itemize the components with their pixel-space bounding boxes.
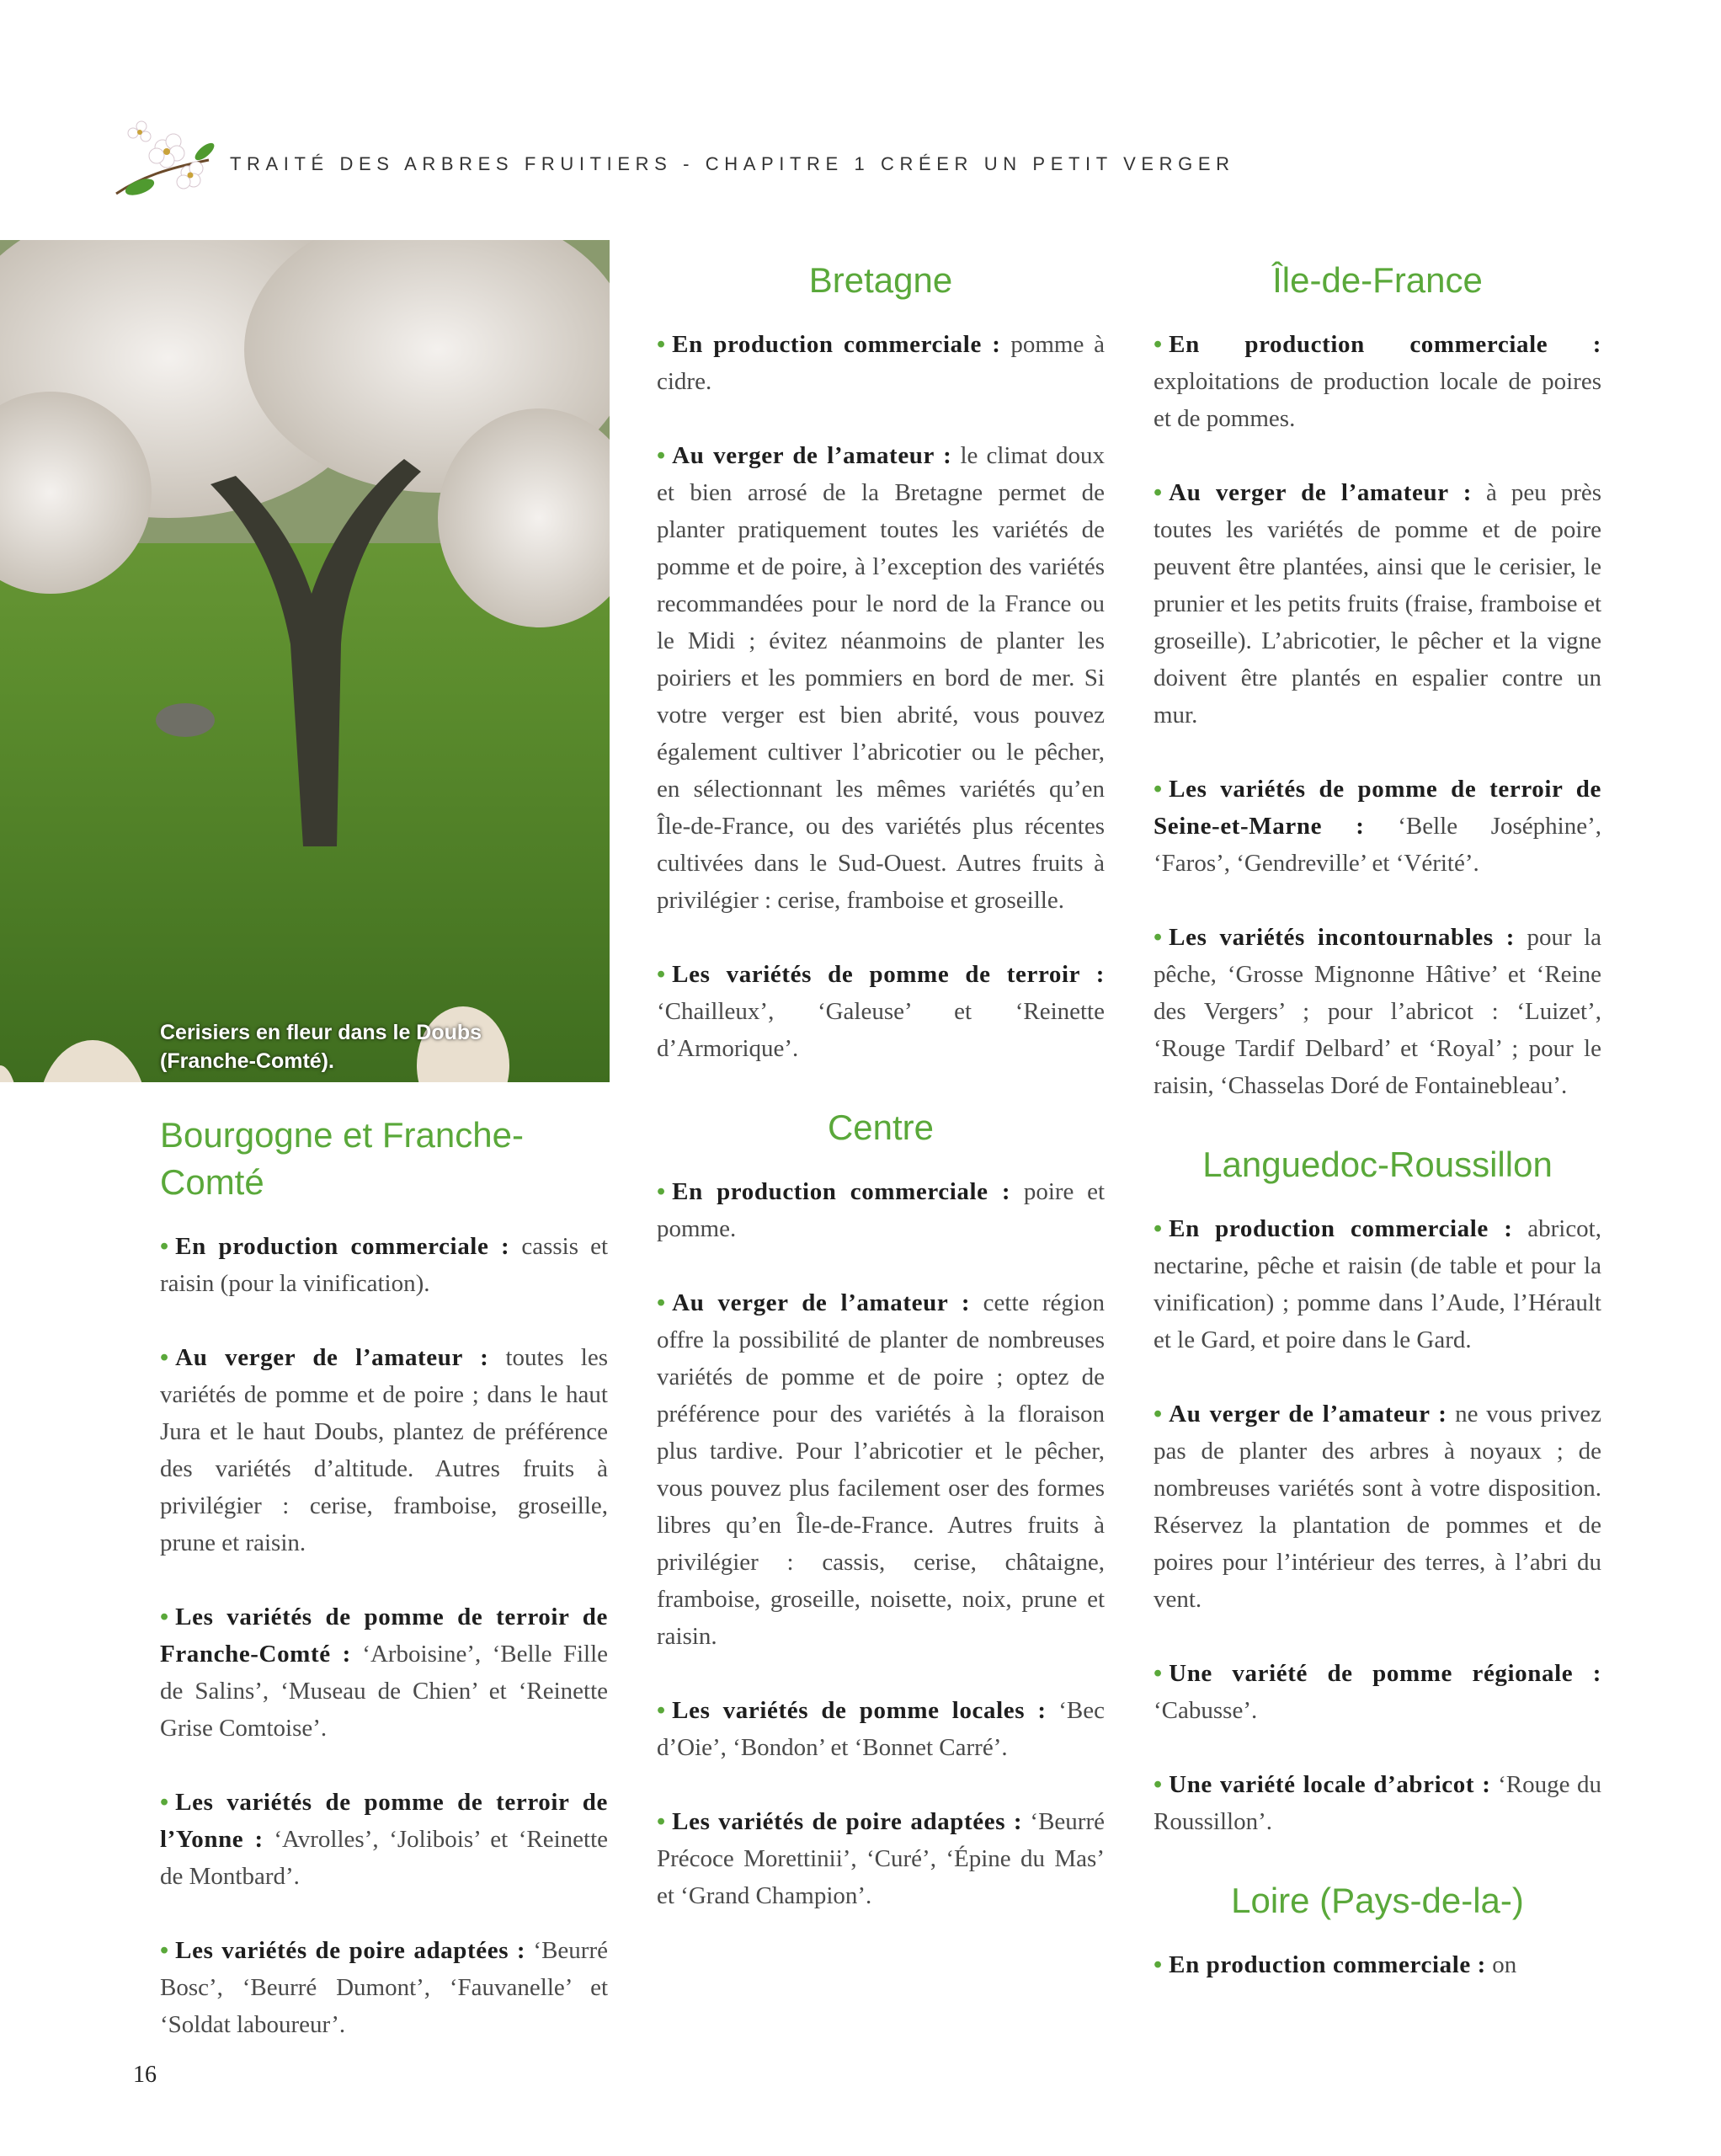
paragraph: • Au verger de l’amateur : à peu près toutes les variétés de pomme et de poire peuvent être plantées, ainsi que le cerisier, le prunier et les petits fruits (fraise, framboise et groseille). L’abricotier, le pêcher et la vigne doivent être plantés en espalier contre un mur. — [1154, 479, 1602, 728]
running-header — [108, 109, 1235, 202]
paragraph: • En production commerciale : on — [1154, 1951, 1517, 1978]
paragraph: • En production commerciale : poire et pomme. — [657, 1178, 1105, 1242]
bullet-icon: • — [1154, 1660, 1163, 1687]
section-title-centre: Centre — [827, 1107, 935, 1147]
bullet-icon: • — [657, 1808, 666, 1835]
paragraph: • Les variétés de pomme de terroir de Franche-Comté : ‘Arboisine’, ‘Belle Fille de Salins’, ‘Museau de Chien’ et ‘Reinette Grise Comtoise’. — [160, 1604, 608, 1742]
bullet-icon: • — [1154, 331, 1163, 358]
header-title: TRAITÉ DES ARBRES FRUITIERS - CHAPITRE 1 CRÉER UN PETIT VERGER — [230, 153, 1235, 174]
paragraph: • Les variétés de pomme de terroir de Seine-et-Marne : ‘Belle Joséphine’, ‘Faros’, ‘Gendreville’ et ‘Vérité’. — [1154, 776, 1602, 877]
paragraph: • Les variétés de poire adaptées : ‘Beurré Précoce Morettinii’, ‘Curé’, ‘Épine du Mas’ et ‘Grand Champion’. — [657, 1808, 1105, 1909]
paragraph: • Une variété locale d’abricot : ‘Rouge du Roussillon’. — [1154, 1771, 1601, 1835]
section-title-bretagne: Bretagne — [808, 260, 953, 300]
paragraph: • Les variétés de pomme de terroir de l’Yonne : ‘Avrolles’, ‘Jolibois’ et ‘Reinette de Montbard’. — [160, 1789, 609, 1890]
column-middle — [657, 257, 1105, 1951]
bullet-icon: • — [1154, 1771, 1163, 1798]
bullet-icon: • — [1154, 1215, 1163, 1242]
column-right — [1154, 257, 1601, 2020]
bullet-icon: • — [657, 442, 666, 469]
paragraph: • Les variétés de poire adaptées : ‘Beurré Bosc’, ‘Beurré Dumont’, ‘Fauvanelle’ et ‘Soldat laboureur’. — [160, 1937, 608, 2038]
paragraph: • Au verger de l’amateur : ne vous privez pas de planter des arbres à noyaux ; de nombreuses variétés sont à votre disposition. Réservez la plantation de pommes et de poires pour l’intérieur des terres, à l’abri du vent. — [1154, 1401, 1601, 1613]
paragraph: • Une variété de pomme régionale : ‘Cabusse’. — [1154, 1660, 1601, 1724]
bullet-icon: • — [160, 1344, 169, 1371]
paragraph: • Au verger de l’amateur : cette région offre la possibilité de planter de nombreuses variétés de pomme et de poire ; optez de préférence pour des variétés à la floraison plus tardive. Pour l’abricotier et le pêcher, vous pouvez plus facilement oser des formes libres qu’en Île-de-France. Autres fruits à privilégier : cassis, cerise, châtaigne, framboise, groseille, noisette, noix, prune et raisin. — [657, 1289, 1105, 1650]
section-title-bourgogne: Bourgogne et Franche-Comté — [160, 1115, 524, 1202]
bullet-icon: • — [657, 961, 666, 988]
photo-caption-line2: (Franche-Comté). — [160, 1049, 334, 1073]
bullet-icon: • — [1154, 924, 1163, 951]
bullet-icon: • — [1154, 1951, 1163, 1978]
photo-caption-line1: Cerisiers en fleur dans le Doubs — [160, 1021, 482, 1044]
column-left — [160, 1112, 608, 2080]
paragraph: • En production commerciale : cassis et raisin (pour la vinification). — [160, 1233, 608, 1297]
paragraph: • En production commerciale : pomme à cidre. — [657, 331, 1105, 395]
section-title-iledefrance: Île-de-France — [1272, 260, 1483, 300]
orchard-photo — [0, 240, 610, 1082]
bullet-icon: • — [1154, 479, 1163, 506]
bullet-icon: • — [160, 1604, 169, 1630]
paragraph: • Les variétés incontournables : pour la pêche, ‘Grosse Mignonne Hâtive’ et ‘Reine des Vergers’ ; pour l’abricot : ‘Luizet’, ‘Rouge Tardif Delbard’ et ‘Royal’ ; pour le raisin, ‘Chasselas Doré de Fontainebleau’. — [1154, 924, 1601, 1099]
bullet-icon: • — [657, 1697, 666, 1724]
photo-caption — [160, 1018, 598, 1075]
bullet-icon: • — [160, 1937, 169, 1964]
bullet-icon: • — [657, 1178, 666, 1205]
bullet-icon: • — [1154, 776, 1163, 803]
section-title-languedoc: Languedoc-Roussillon — [1202, 1145, 1553, 1184]
paragraph: • Au verger de l’amateur : le climat doux et bien arrosé de la Bretagne permet de planter pratiquement toutes les variétés de pomme et de poire, à l’exception des variétés recommandées pour le nord de la France ou le Midi ; évitez néanmoins de planter les poiriers et les pommiers en bord de mer. Si votre verger est bien abrité, vous pouvez également cultiver l’abricotier ou le pêcher, en sélectionnant les mêmes variétés qu’en Île-de-France, ou des variétés plus récentes cultivées dans le Sud-Ouest. Autres fruits à privilégier : cerise, framboise et groseille. — [657, 442, 1106, 914]
page-number: 16 — [133, 2062, 157, 2088]
paragraph: • En production commerciale : exploitations de production locale de poires et de pommes. — [1154, 331, 1601, 432]
bullet-icon: • — [657, 331, 666, 358]
bullet-icon: • — [657, 1289, 666, 1316]
paragraph: • En production commerciale : abricot, nectarine, pêche et raisin (de table et pour la vinification) ; pomme dans l’Aude, l’Hérault et le Gard, et poire dans le Gard. — [1154, 1215, 1601, 1353]
paragraph: • Au verger de l’amateur : toutes les variétés de pomme et de poire ; dans le haut Jura et le haut Doubs, plantez de préférence des variétés d’altitude. Autres fruits à privilégier : cerise, framboise, groseille, prune et raisin. — [160, 1344, 608, 1556]
paragraph: • Les variétés de pomme locales : ‘Bec d’Oie’, ‘Bondon’ et ‘Bonnet Carré’. — [657, 1697, 1105, 1761]
section-title-loire: Loire (Pays-de-la-) — [1231, 1881, 1524, 1920]
bullet-icon: • — [160, 1233, 169, 1260]
paragraph: • Les variétés de pomme de terroir : ‘Chailleux’, ‘Galeuse’ et ‘Reinette d’Armorique’. — [657, 961, 1105, 1062]
blossom-icon — [108, 109, 226, 202]
bullet-icon: • — [160, 1789, 169, 1816]
bullet-icon: • — [1154, 1401, 1163, 1428]
